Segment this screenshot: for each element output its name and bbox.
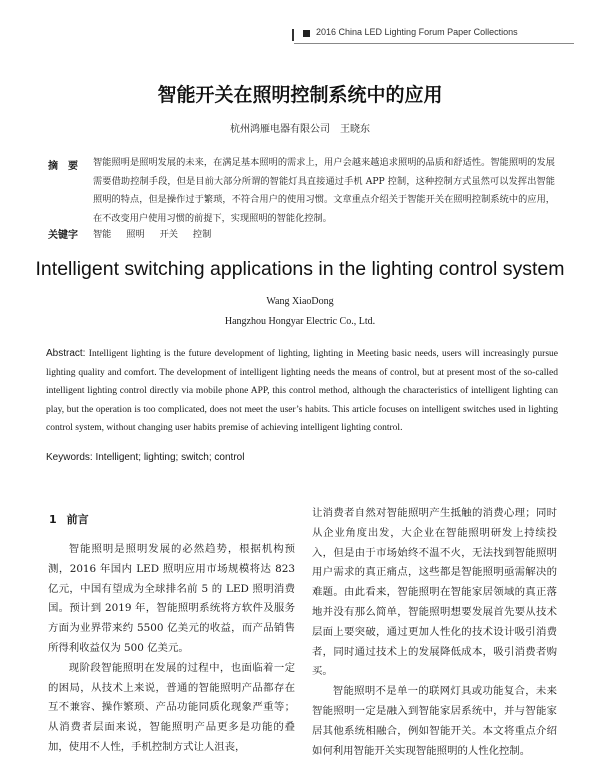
running-header: 2016 China LED Lighting Forum Paper Collections: [316, 27, 518, 37]
chinese-keywords-label: 关键字: [48, 230, 78, 241]
english-abstract-text: Intelligent lighting is the future development of lighting, lighting in Meeting basic needs, users will increasingly pursue lighting quality and comfort. The development of intelligent lighting needs the means of control, but at present most of the so-called intelligent lighting control directly via mobile phone APP, this control method, although the characteristics of intelligent lighting can play, but the operation is too complicated, does not meet the user’s habits. This article focuses on intelligent switches used in lighting control system, without changing user habits premise of achieving intelligent lighting control.: [46, 349, 558, 434]
body-paragraph: 让消费者自然对智能照明产生抵触的消费心理；同时从企业角度出发，大企业在智能照明研发上持续投入，但是由于市场始终不温不火，无法找到智能照明用户需求的真正痛点，这些都是智能照明亟需解决的难题。由此看来，智能照明在智能家居领域的真正落地并没有那么简单，智能照明想要发展首先要从技术层面上要突破，通过更加人性化的技术设计吸引消费者，同时通过技术上的发展降低成本，吸引消费者购买。: [312, 507, 557, 678]
english-abstract-label: Abstract:: [46, 348, 86, 359]
body-column-left: [48, 540, 295, 758]
header-underline: [294, 43, 574, 44]
english-affiliation: Hangzhou Hongyar Electric Co., Ltd.: [224, 316, 376, 327]
chinese-abstract-label: 摘 要: [48, 161, 78, 172]
english-keywords-text: Intelligent; lighting; switch; control: [95, 452, 245, 463]
chinese-keyword: 控制: [192, 229, 212, 240]
english-abstract: [46, 345, 558, 438]
body-column-right: [312, 504, 557, 761]
header-square-icon: [303, 30, 310, 37]
chinese-keyword: 智能: [93, 229, 112, 240]
section-title: 前言: [66, 513, 89, 526]
chinese-author: 杭州鸿雁电器有限公司 王晓东: [230, 124, 370, 135]
english-author: Wang XiaoDong: [266, 296, 334, 307]
section-heading: [49, 511, 89, 527]
chinese-keywords: [93, 226, 223, 240]
body-paragraph: 现阶段智能照明在发展的过程中，也面临着一定的困局，从技术上来说，普通的智能照明产品都存在互不兼容、操作繁琐、产品功能同质化现象严重等；从消费者层面来说，智能照明产品更多是功能的叠加，使用不人性，手机控制方式让人沮丧，: [48, 661, 295, 753]
chinese-keyword: 开关: [159, 229, 178, 240]
english-title: Intelligent switching applications in the lighting control system: [35, 258, 565, 280]
header-rule-vertical: [292, 29, 294, 41]
chinese-abstract: 智能照明是照明发展的未来，在满足基本照明的需求上，用户会越来越追求照明的品质和舒适性。智能照明的发展需要借助控制手段，但是目前大部分所谓的智能灯具直接通过手机 APP 控制，这种控制方式虽然可以发挥出智能照明的特点，但是操作过于繁琐，不符合用户的使用习惯。文章重点介绍关于智能开关在照明控制系统中的应用，在不改变用户使用习惯的前提下，实现照明的智能化控制。: [93, 157, 555, 224]
chinese-title: 智能开关在照明控制系统中的应用: [157, 84, 443, 106]
section-number: 1: [49, 513, 57, 526]
body-paragraph: 智能照明不是单一的联网灯具或功能复合，未来智能照明一定是融入到智能家居系统中，并与智能家居其他系统相融合，例如智能开关。本文将重点介绍如何利用智能开关实现智能照明的人性化控制。: [312, 685, 557, 757]
body-paragraph: 智能照明是照明发展的必然趋势，根据机构预测，2016 年国内 LED 照明应用市场规模将达 823 亿元，中国有望成为全球排名前 5 的 LED 照明消费国。预计到 2019 年，智能照明系统将方软件及服务方面为业界带来约 5500 亿美元的收益，而产品销售所得利收益仅为 500 亿美元。: [48, 543, 295, 654]
english-keywords-label: Keywords:: [46, 452, 93, 463]
chinese-keyword: 照明: [126, 229, 145, 240]
english-keywords: [46, 452, 244, 463]
